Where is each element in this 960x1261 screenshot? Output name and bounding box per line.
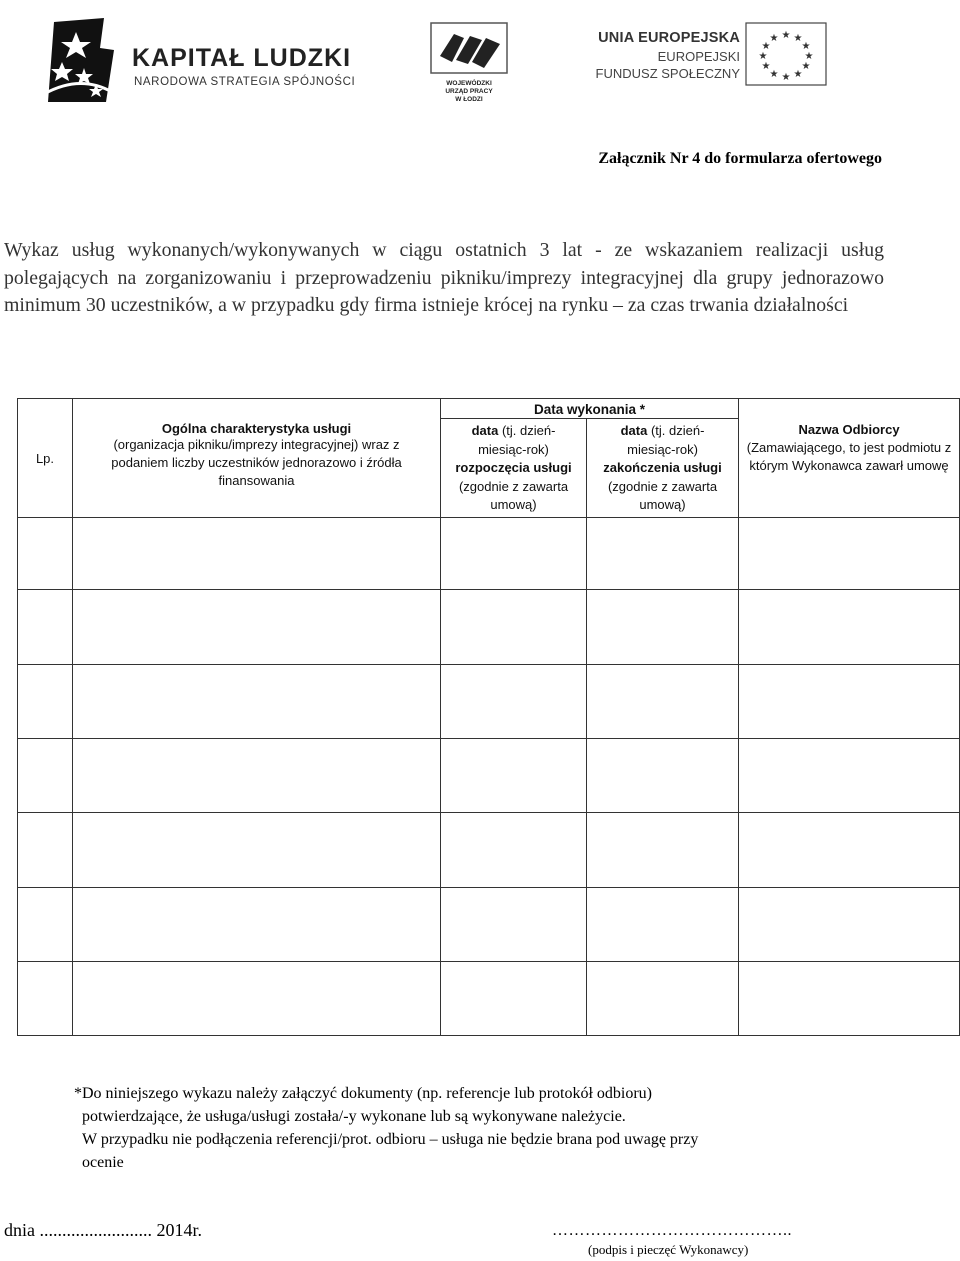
- intro-paragraph: Wykaz usług wykonanych/wykonywanych w ciągu ostatnich 3 lat - ze wskazaniem realizacji usług polegających na zorganizowaniu i przeprowadzeniu pikniku/imprezy integracyjnej dla grupy jednorazowo minimum 30 uczestników, a w przypadku gdy firma istnieje krócej na rynku – za czas trwania działalności: [4, 239, 884, 316]
- date-line: dnia ......................... 2014r.: [4, 1220, 202, 1240]
- empty-cell[interactable]: [73, 888, 441, 962]
- col-header-recipient-title: Nazwa Odbiorcy: [798, 422, 900, 437]
- empty-cell[interactable]: [587, 590, 739, 665]
- table-row: [18, 590, 960, 665]
- empty-cell[interactable]: [18, 518, 73, 590]
- table-row: [18, 739, 960, 813]
- empty-cell[interactable]: [441, 888, 587, 962]
- empty-cell[interactable]: [441, 813, 587, 888]
- kapital-ludzki-subtitle: NARODOWA STRATEGIA SPÓJNOŚCI: [134, 76, 356, 88]
- empty-cell[interactable]: [587, 813, 739, 888]
- empty-cell[interactable]: [73, 665, 441, 739]
- start-date-bold-2: rozpoczęcia usługi: [455, 460, 572, 475]
- empty-cell[interactable]: [587, 518, 739, 590]
- footnote-line-3: W przypadku nie podłączenia referencji/prot. odbioru – usługa nie będzie brana pod uwagę przy: [82, 1131, 699, 1148]
- table-row: [18, 888, 960, 962]
- svg-text:★: ★: [761, 61, 771, 72]
- svg-text:★: ★: [781, 72, 791, 83]
- empty-cell[interactable]: [18, 665, 73, 739]
- table-row: [18, 518, 960, 590]
- footnote: [74, 1082, 854, 1174]
- svg-text:★: ★: [804, 51, 814, 62]
- col-header-end-date: [587, 419, 739, 518]
- footnote-line-4: ocenie: [82, 1154, 124, 1171]
- col-header-lp: [18, 399, 73, 518]
- eu-logo-text: [590, 30, 740, 81]
- kapital-ludzki-title: KAPITAŁ LUDZKI: [132, 44, 352, 72]
- eu-line-1: UNIA EUROPEJSKA: [598, 30, 740, 46]
- svg-text:★: ★: [793, 33, 803, 44]
- empty-cell[interactable]: [73, 962, 441, 1036]
- col-header-start-date: [441, 419, 587, 518]
- empty-cell[interactable]: [18, 590, 73, 665]
- empty-cell[interactable]: [18, 888, 73, 962]
- empty-cell[interactable]: [73, 590, 441, 665]
- wup-line-2: URZĄD PRACY: [445, 88, 493, 95]
- empty-cell[interactable]: [73, 739, 441, 813]
- empty-cell[interactable]: [587, 739, 739, 813]
- eu-flag-icon: [745, 22, 827, 86]
- svg-text:★: ★: [761, 41, 771, 52]
- kapital-ludzki-logo: [40, 14, 380, 106]
- svg-text:★: ★: [793, 69, 803, 80]
- empty-cell[interactable]: [441, 665, 587, 739]
- empty-cell[interactable]: [739, 962, 960, 1036]
- svg-text:★: ★: [781, 30, 791, 41]
- col-header-general: [73, 399, 441, 518]
- end-date-bold-1: data: [620, 423, 648, 438]
- col-header-lp-label: Lp.: [35, 450, 55, 466]
- signature-line: ……………………………………..: [552, 1222, 792, 1239]
- empty-cell[interactable]: [587, 888, 739, 962]
- end-date-bold-2: zakończenia usługi: [603, 460, 722, 475]
- col-header-general-title: Ogólna charakterystyka usługi: [161, 421, 352, 436]
- wup-line-3: W ŁODZI: [455, 96, 483, 103]
- end-date-text-2: (zgodnie z zawarta umową): [607, 478, 718, 512]
- col-header-general-note: (organizacja pikniku/imprezy integracyjnej) wraz z podaniem liczby uczestników jednorazowo i źródła finansowania: [111, 437, 402, 488]
- table-row: [18, 665, 960, 739]
- empty-cell[interactable]: [73, 813, 441, 888]
- empty-cell[interactable]: [18, 739, 73, 813]
- footnote-line-2: potwierdzające, że usługa/usługi została/-y wykonane lub są wykonywane należycie.: [82, 1108, 626, 1125]
- empty-cell[interactable]: [587, 665, 739, 739]
- col-header-recipient-note: (Zamawiającego, to jest podmiotu z którym Wykonawca zawarł umowę: [746, 440, 952, 473]
- col-header-date-group: Data wykonania *: [441, 399, 739, 419]
- empty-cell[interactable]: [739, 888, 960, 962]
- empty-cell[interactable]: [18, 962, 73, 1036]
- empty-cell[interactable]: [739, 665, 960, 739]
- table-row: [18, 962, 960, 1036]
- svg-text:★: ★: [758, 51, 768, 62]
- empty-cell[interactable]: [739, 813, 960, 888]
- start-date-bold-1: data: [471, 423, 499, 438]
- end-date-text-1: (tj. dzień-miesiąc-rok): [627, 423, 705, 457]
- wup-emblem-icon: [430, 22, 508, 74]
- empty-cell[interactable]: [441, 590, 587, 665]
- empty-cell[interactable]: [441, 962, 587, 1036]
- attachment-title: Załącznik Nr 4 do formularza ofertowego: [598, 150, 882, 167]
- empty-cell[interactable]: [441, 518, 587, 590]
- empty-cell[interactable]: [18, 813, 73, 888]
- svg-text:★: ★: [769, 33, 779, 44]
- signature-label: (podpis i pieczęć Wykonawcy): [588, 1242, 749, 1257]
- empty-cell[interactable]: [441, 739, 587, 813]
- svg-text:★: ★: [769, 69, 779, 80]
- eu-line-3: FUNDUSZ SPOŁECZNY: [595, 66, 740, 81]
- table-row: [18, 813, 960, 888]
- footnote-line-1: *Do niniejszego wykazu należy załączyć dokumenty (np. referencje lub protokół odbioru): [74, 1085, 653, 1102]
- wup-lodz-logo: [430, 22, 508, 103]
- wup-line-1: WOJEWÓDZKI: [446, 80, 492, 87]
- col-header-recipient: [739, 399, 960, 518]
- empty-cell[interactable]: [739, 739, 960, 813]
- eu-line-2: EUROPEJSKI: [657, 49, 740, 64]
- svg-text:★: ★: [801, 41, 811, 52]
- empty-cell[interactable]: [739, 590, 960, 665]
- start-date-text-2: (zgodnie z zawarta umową): [458, 478, 569, 512]
- start-date-text-1: (tj. dzień-miesiąc-rok): [478, 423, 556, 457]
- empty-cell[interactable]: [739, 518, 960, 590]
- svg-text:★: ★: [801, 61, 811, 72]
- empty-cell[interactable]: [587, 962, 739, 1036]
- empty-cell[interactable]: [73, 518, 441, 590]
- services-table: [17, 398, 959, 1035]
